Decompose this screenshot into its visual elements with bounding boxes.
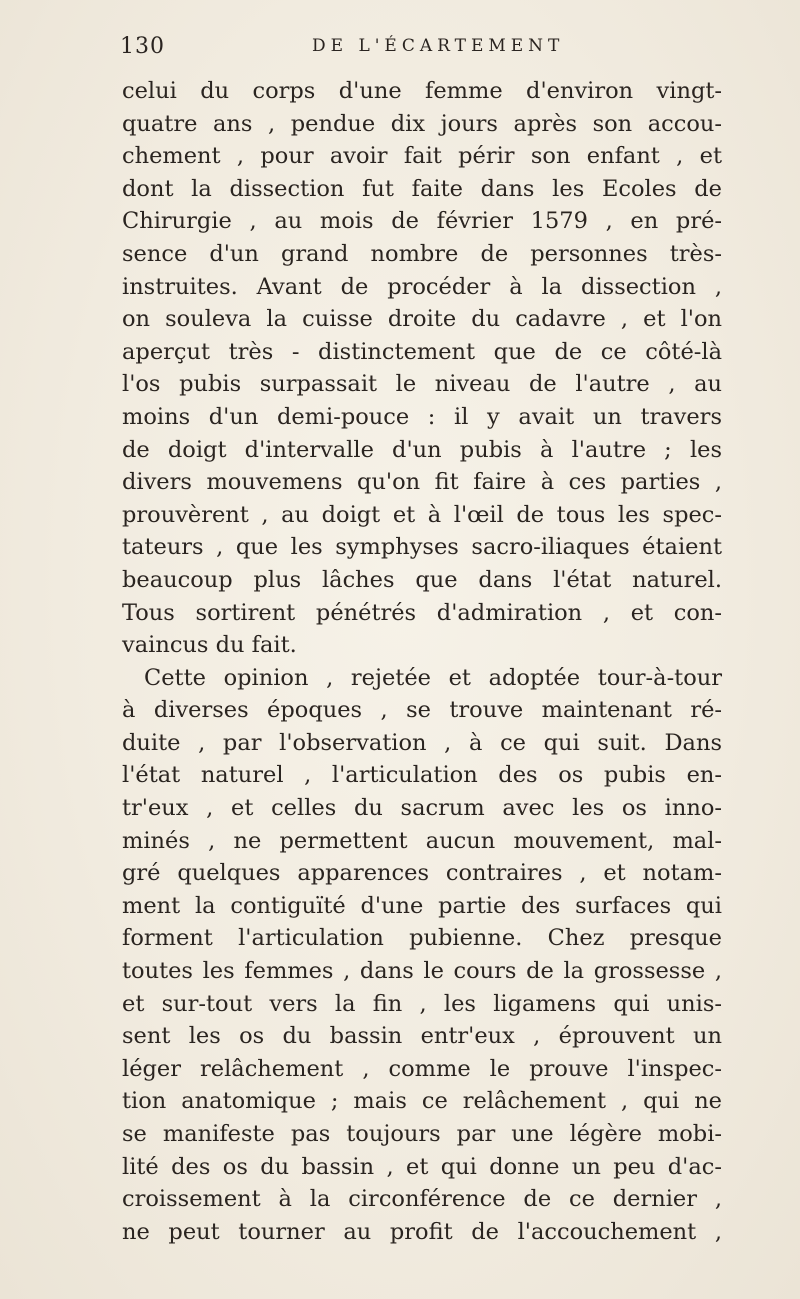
text-line: l'état naturel , l'articulation des os pubis en- — [122, 762, 722, 789]
paragraph — [122, 662, 722, 1249]
text-line: tion anatomique ; mais ce relâchement , qui ne — [122, 1088, 722, 1115]
body-text — [122, 75, 722, 1248]
text-line: instruites. Avant de procéder à la dissection , — [122, 273, 722, 300]
text-line: et sur-tout vers la fin , les ligamens qui unis- — [122, 990, 722, 1017]
text-line: sence d'un grand nombre de personnes très- — [122, 240, 722, 267]
text-line: dont la dissection fut faite dans les Ecoles de — [122, 175, 722, 202]
text-line: tr'eux , et celles du sacrum avec les os inno- — [122, 795, 722, 822]
text-line: divers mouvemens qu'on fit faire à ces parties , — [122, 469, 722, 496]
text-line: beaucoup plus lâches que dans l'état naturel. — [122, 566, 722, 593]
text-line: se manifeste pas toujours par une légère mobi- — [122, 1121, 722, 1147]
text-line: tateurs , que les symphyses sacro-iliaques étaient — [122, 534, 722, 561]
text-line: lité des os du bassin , et qui donne un peu d'ac- — [122, 1153, 722, 1180]
text-line: quatre ans , pendue dix jours après son accou- — [122, 110, 722, 137]
text-line: léger relâchement , comme le prouve l'inspec- — [122, 1055, 722, 1082]
text-line: vaincus du fait. — [122, 632, 297, 659]
text-line: Cette opinion , rejetée et adoptée tour-à-tour — [144, 664, 722, 691]
text-line: chement , pour avoir fait périr son enfant , et — [122, 143, 722, 170]
text-line: l'os pubis surpassait le niveau de l'autre , au — [122, 371, 722, 398]
running-title: DE L'ÉCARTEMENT — [312, 36, 565, 56]
text-line: forment l'articulation pubienne. Chez presque — [122, 925, 722, 952]
text-line: ne peut tourner au profit de l'accouchement , — [122, 1218, 722, 1245]
text-line: croissement à la circonférence de ce dernier , — [122, 1186, 722, 1213]
text-line: sent les os du bassin entr'eux , éprouvent un — [122, 1023, 722, 1050]
page-number: 130 — [120, 34, 165, 59]
text-line: celui du corps d'une femme d'environ vingt- — [122, 78, 722, 104]
text-line: minés , ne permettent aucun mouvement, mal- — [122, 827, 722, 854]
running-head — [0, 34, 800, 64]
text-line: ment la contiguïté d'une partie des surfaces qui — [122, 892, 722, 919]
text-line: duite , par l'observation , à ce qui suit. Dans — [122, 729, 722, 756]
text-line: toutes les femmes , dans le cours de la grossesse , — [122, 958, 722, 985]
text-line: prouvèrent , au doigt et à l'œil de tous les spec- — [122, 501, 722, 528]
text-line: Chirurgie , au mois de février 1579 , en pré- — [122, 208, 722, 235]
text-line: de doigt d'intervalle d'un pubis à l'autre ; les — [122, 436, 722, 463]
text-line: moins d'un demi-pouce : il y avait un travers — [122, 403, 722, 430]
text-line: aperçut très - distinctement que de ce côté-là — [122, 338, 722, 365]
text-line: Tous sortirent pénétrés d'admiration , et con- — [122, 599, 722, 626]
paragraph — [122, 75, 722, 662]
text-line: à diverses époques , se trouve maintenant ré- — [122, 697, 722, 724]
text-line: gré quelques apparences contraires , et notam- — [122, 860, 722, 887]
text-line: on souleva la cuisse droite du cadavre , et l'on — [122, 306, 722, 333]
